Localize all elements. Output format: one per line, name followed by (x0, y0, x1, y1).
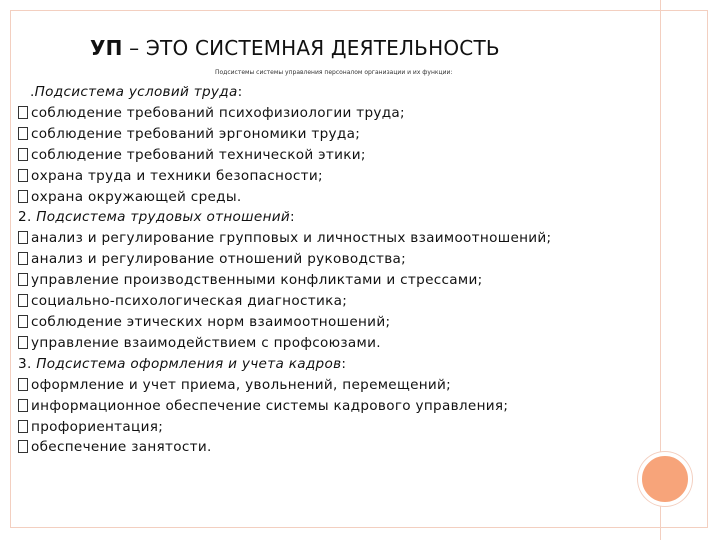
bullet-box-icon (18, 106, 28, 119)
bullet-box-icon (18, 378, 28, 391)
list-item: соблюдение требований технической этики; (18, 145, 646, 166)
bullet-box-icon (18, 294, 28, 307)
title-abbr: УП (90, 36, 123, 60)
bullet-box-icon (18, 252, 28, 265)
list-item: управление производственными конфликтами и стрессами; (18, 270, 646, 291)
bullet-box-icon (18, 440, 28, 453)
bullet-box-icon (18, 399, 28, 412)
list-item: управление взаимодействием с профсоюзами. (18, 333, 646, 354)
content-list (18, 82, 646, 458)
list-item: оформление и учет приема, увольнений, перемещений; (18, 375, 646, 396)
bullet-box-icon (18, 336, 28, 349)
list-item: соблюдение этических норм взаимоотношений; (18, 312, 646, 333)
section-heading: 2. Подсистема трудовых отношений: (18, 209, 295, 226)
section-number: . (30, 84, 35, 100)
section-title: Подсистема оформления и учета кадров (36, 355, 342, 372)
bullet-box-icon (18, 231, 28, 244)
bullet-box-icon (18, 273, 28, 286)
bullet-box-icon (18, 169, 28, 182)
list-item: охрана труда и техники безопасности; (18, 166, 646, 187)
section-heading: 3. Подсистема оформления и учета кадров: (18, 355, 347, 372)
list-item: профориентация; (18, 417, 646, 438)
section-heading: .Подсистема условий труда: (30, 84, 243, 100)
list-item: охрана окружающей среды. (18, 187, 646, 208)
section-number: 2. (18, 209, 37, 226)
bullet-box-icon (18, 148, 28, 161)
list-item: соблюдение требований психофизиологии труда; (18, 103, 646, 124)
list-item: соблюдение требований эргономики труда; (18, 124, 646, 145)
section-title: Подсистема трудовых отношений (36, 209, 291, 226)
decorative-circle (638, 452, 692, 506)
list-item: информационное обеспечение системы кадрового управления; (18, 396, 646, 417)
slide-title (90, 36, 500, 60)
list-item: обеспечение занятости. (18, 437, 646, 458)
bullet-box-icon (18, 315, 28, 328)
section-number: 3. (18, 355, 37, 372)
list-item: анализ и регулирование отношений руководства; (18, 249, 646, 270)
list-item: анализ и регулирование групповых и личностных взаимоотношений; (18, 228, 646, 249)
slide-subtitle: Подсистемы системы управления персоналом организации и их функции: (215, 69, 453, 76)
section-title: Подсистема условий труда (34, 84, 238, 100)
bullet-box-icon (18, 190, 28, 203)
bullet-box-icon (18, 420, 28, 433)
bullet-box-icon (18, 127, 28, 140)
title-text: – ЭТО СИСТЕМНАЯ ДЕЯТЕЛЬНОСТЬ (122, 36, 500, 60)
list-item: социально-психологическая диагностика; (18, 291, 646, 312)
